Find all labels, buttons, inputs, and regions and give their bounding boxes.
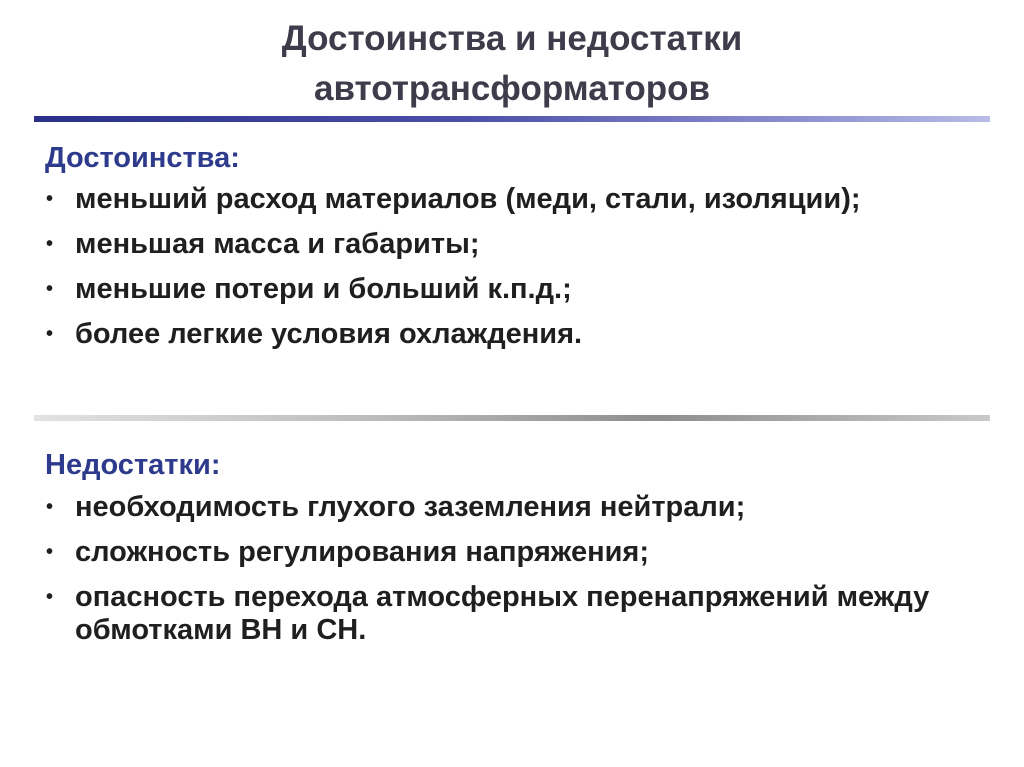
disadvantages-heading: Недостатки: [45,449,221,481]
slide-title [0,14,1024,114]
list-item-text: меньшая масса и габариты; [75,228,480,260]
list-item [40,581,990,647]
bullet-icon: • [46,233,54,255]
list-item [40,183,990,216]
list-item [40,318,990,351]
list-item-text: меньшие потери и больший к.п.д.; [75,273,572,305]
advantages-list [40,183,990,363]
section-divider [34,415,990,421]
list-item-text: опасность перехода атмосферных перенапряжений между обмотками ВН и СН. [75,581,930,646]
slide-title-line-2: автотрансформаторов [314,69,710,108]
list-item [40,491,990,524]
slide-title-line-1: Достоинства и недостатки [281,19,743,58]
list-item [40,273,990,306]
list-item [40,536,990,569]
list-item-text: более легкие условия охлаждения. [75,318,583,350]
title-divider [34,116,990,122]
list-item-text: меньший расход материалов (меди, стали, изоляции); [75,183,861,215]
bullet-icon: • [46,278,54,300]
advantages-heading: Достоинства: [45,142,240,174]
disadvantages-list [40,491,990,659]
bullet-icon: • [46,188,54,210]
bullet-icon: • [46,496,54,518]
list-item-text: сложность регулирования напряжения; [75,536,650,568]
list-item-text: необходимость глухого заземления нейтрали; [75,491,746,523]
bullet-icon: • [46,323,54,345]
list-item [40,228,990,261]
bullet-icon: • [46,541,54,563]
bullet-icon: • [46,586,54,608]
